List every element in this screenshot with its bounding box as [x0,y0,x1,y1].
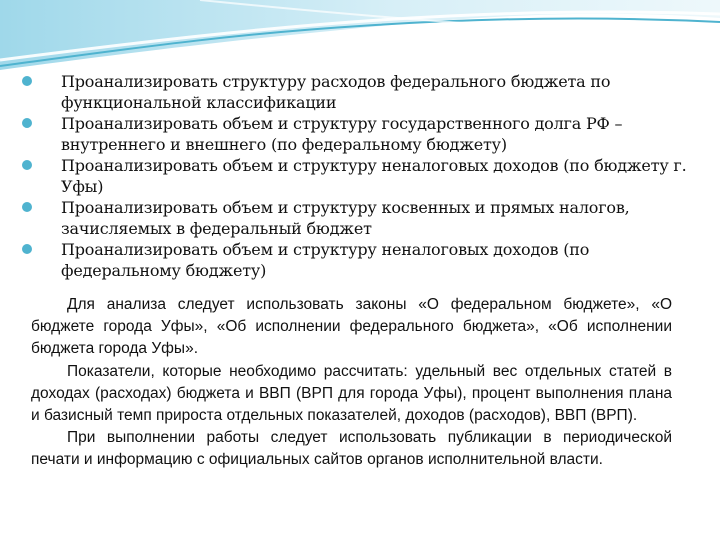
wave-band [0,0,720,70]
bullet-dot-icon [22,76,32,86]
bullet-text: Проанализировать объем и структуру косвенных и прямых налогов, зачисляемых в федеральный бюджет [61,198,630,238]
bullet-dot-icon [22,202,32,212]
bullet-item [20,197,710,239]
header-wave-decoration [0,0,720,70]
bullet-dot-icon [22,118,32,128]
bullet-item [20,113,710,155]
bullet-text: Проанализировать объем и структуру неналоговых доходов (по бюджету г. Уфы) [61,156,687,196]
bullet-dot-icon [22,160,32,170]
bullet-text: Проанализировать объем и структуру государственного долга РФ – внутреннего и внешнего (по федеральному бюджету) [61,114,623,154]
bullet-text: Проанализировать объем и структуру неналоговых доходов (по федеральному бюджету) [61,240,590,280]
task-bullet-list [20,71,710,281]
instruction-paragraph: Для анализа следует использовать законы «О федеральном бюджете», «О бюджете города Уфы», «Об исполнении федерального бюджета», «Об исполнении бюджета города Уфы». [31,296,672,358]
bullet-item [20,71,710,113]
bullet-item [20,239,710,281]
bullet-dot-icon [22,244,32,254]
instructions-block [31,294,672,472]
instruction-paragraph: Показатели, которые необходимо рассчитать: удельный вес отдельных статей в доходах (расходах) бюджета и ВВП (ВРП для города Уфы), процент выполнения плана и базисный темп прироста отдельных показателей, доходов (расходов), ВВП (ВРП). [31,362,672,425]
bullet-text: Проанализировать структуру расходов федерального бюджета по функциональной классификации [61,72,611,112]
instruction-paragraph: При выполнении работы следует использовать публикации в периодической печати и информацию с официальных сайтов органов исполнительной власти. [31,429,672,469]
bullet-item [20,155,710,197]
